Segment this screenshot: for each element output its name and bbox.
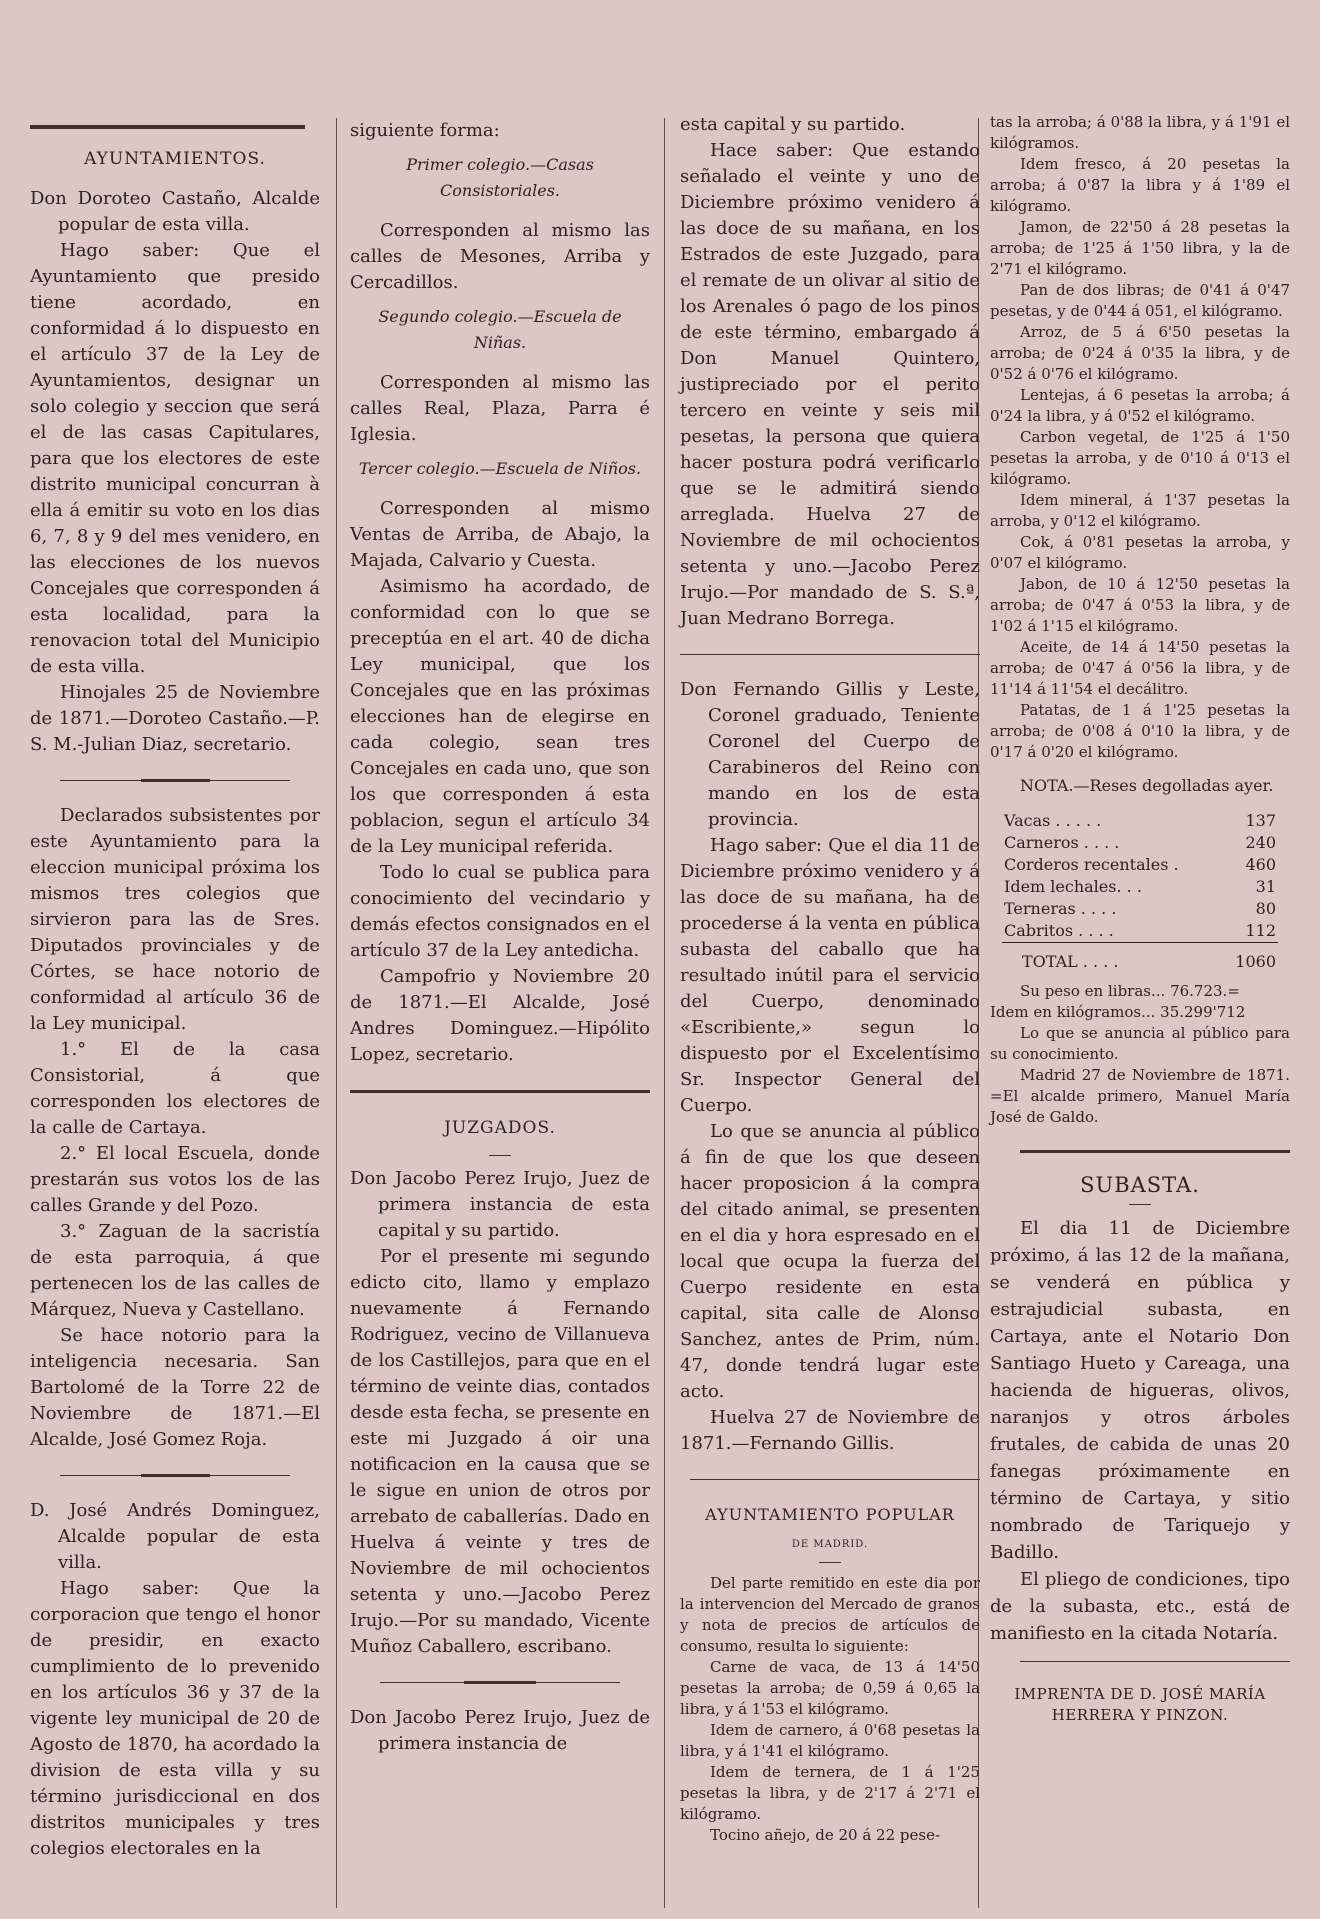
reses-label: Carneros . . . . <box>1004 833 1120 852</box>
reses-row <box>1002 810 1278 832</box>
column-2 <box>350 118 650 1757</box>
dash <box>819 1562 841 1563</box>
reses-value: 240 <box>1245 833 1276 852</box>
section-subheading: DE MADRID. <box>791 1539 869 1550</box>
college-text: Corresponden al mismo Ventas de Arriba, de Abajo, la Majada, Calvario y Cuesta. <box>350 498 650 571</box>
weight-kg: Idem en kilógramos... 35.299'712 <box>990 1003 1246 1021</box>
notice-signature: Campofrio y Noviembre 20 de 1871.—El Alcalde, José Andres Dominguez.—Hipólito Lopez, secretario. <box>350 966 650 1065</box>
price-item: Lentejas, á 6 pesetas la arroba; á 0'24 la libra, y á 0'52 el kilógramo. <box>990 386 1290 425</box>
price-item: Aceite, de 14 á 14'50 pesetas la arroba; de 0'47 á 0'56 la libra, y de 11'14 á 11'54 el decálitro. <box>990 638 1290 698</box>
total-value: 1060 <box>1214 943 1278 974</box>
notice-header: Don Jacobo Perez Irujo, Juez de primera instancia de esta capital y su partido. <box>350 1168 650 1241</box>
section-heading-subasta: SUBASTA. <box>1080 1173 1200 1197</box>
total-label: TOTAL . . . . <box>1002 943 1214 974</box>
notice-body: Hago saber: Que el Ayuntamiento que presido tiene acordado, en conformidad á lo dispuesto en el artículo 37 de la Ley de Ayuntamientos, designar un solo colegio y seccion que será el de las casas Capitulares, para que los electores de este distrito municipal concurran à ella á emitir su voto en los dias 6, 7, 8 y 9 del mes venidero, en las elecciones de los nuevos Concejales que corresponden á esta localidad, para la renovacion total del Municipio de esta villa. <box>30 240 320 677</box>
reses-value: 31 <box>1255 877 1276 896</box>
reses-row <box>1002 854 1278 876</box>
section-rule <box>1020 1150 1290 1153</box>
dash <box>489 1155 511 1156</box>
weight-libras: Su peso en libras... 76.723.= <box>1020 982 1240 1000</box>
college-text: Corresponden al mismo las calles de Mesones, Arriba y Cercadillos. <box>350 220 650 293</box>
college-text: Corresponden al mismo las calles Real, Plaza, Parra é Iglesia. <box>350 372 650 445</box>
notice-body: Hago saber: Que la corporacion que tengo el honor de presidir, en exacto cumplimiento de lo prevenido en los artículos 36 y 37 de la vigente ley municipal de 20 de Agosto de 1870, ha acordado la division de esta villa y su término jurisdiccional en dos distritos municipales y tres colegios electorales en la <box>30 1578 320 1859</box>
total-row <box>1002 943 1278 974</box>
notice-body: Todo lo cual se publica para conocimiento del vecindario y demás efectos consignados en el artículo 37 de la Ley antedicha. <box>350 862 650 961</box>
notice-body: Por el presente mi segundo edicto cito, llamo y emplazo nuevamente á Fernando Rodriguez, vecino de Villanueva de los Castillejos, para que en el término de veinte dias, contados desde esta fecha, se presente en este mi Juzgado á oir una notificacion en la causa que se le sigue en union de otros por arrebato de caballerías. Dado en Huelva á veinte y tres de Noviembre de mil ochocientos setenta y uno.—Jacobo Perez Irujo.—Por su mandado, Vicente Muñoz Caballero, escribano. <box>350 1246 650 1657</box>
reses-label: Idem lechales. . . <box>1004 877 1142 896</box>
price-item: Jabon, de 10 á 12'50 pesetas la arroba; de 0'47 á 0'53 la libra, y de 1'02 á 1'15 el kilógramo. <box>990 575 1290 635</box>
college-title: Primer colegio.—Casas Consistoriales. <box>406 155 594 200</box>
reses-label: Terneras . . . . <box>1004 899 1117 918</box>
price-item: Idem de ternera, de 1 á 1'25 pesetas la libra, y de 2'17 á 2'71 el kilógramo. <box>680 1763 980 1823</box>
price-item: Idem de carnero, á 0'68 pesetas la libra, y á 1'41 el kilógramo. <box>680 1721 980 1760</box>
list-item: 1.° El de la casa Consistorial, á que corresponden los electores de la calle de Cartaya. <box>30 1039 320 1138</box>
price-item: Tocino añejo, de 20 á 22 pese- <box>710 1826 941 1844</box>
notice-signature: Se hace notorio para la inteligencia necesaria. San Bartolomé de la Torre 22 de Noviembre de 1871.—El Alcalde, José Gomez Roja. <box>30 1325 320 1450</box>
price-item: Jamon, de 22'50 á 28 pesetas la arroba; de 1'25 á 1'50 libra, y la de 2'71 el kilógramo. <box>990 218 1290 278</box>
column-divider <box>336 118 337 1908</box>
reses-row <box>1002 876 1278 898</box>
notice-header: D. José Andrés Dominguez, Alcalde popular de esta villa. <box>30 1500 320 1573</box>
price-item: tas la arroba; á 0'88 la libra, y á 1'91 el kilógramos. <box>990 113 1290 152</box>
notice-header: Don Fernando Gillis y Leste, Coronel graduado, Teniente Coronel del Cuerpo de Carabineros del Reino con mando en los de esta provincia. <box>680 679 980 830</box>
reses-table <box>1002 810 1278 973</box>
list-item: 3.° Zaguan de la sacristía de esta parroquia, á que pertenecen los de las calles de Márquez, Nueva y Castellano. <box>30 1221 320 1320</box>
price-item: Pan de dos libras; de 0'41 á 0'47 pesetas, y de 0'44 á 051, el kilógramo. <box>990 281 1290 320</box>
section-heading-ayuntamientos: AYUNTAMIENTOS. <box>84 149 266 169</box>
nota-heading: NOTA.—Reses degolladas ayer. <box>1020 776 1274 795</box>
notice-body: Lo que se anuncia al público para su conocimiento. <box>990 1024 1290 1063</box>
separator <box>60 780 290 781</box>
reses-value: 80 <box>1255 899 1276 918</box>
price-item: Patatas, de 1 á 1'25 pesetas la arroba; de 0'08 á 0'10 la libra, y de 0'17 á 0'20 el kilógramo. <box>990 701 1290 761</box>
notice-body: Asimismo ha acordado, de conformidad con lo que se preceptúa en el art. 40 de dicha Ley municipal, que los Concejales que en las próximas elecciones han de elegirse en cada colegio, sean tres Concejales en cada uno, que son los que corresponden á esta poblacion, segun el artículo 34 de la Ley municipal referida. <box>350 576 650 857</box>
reses-value: 137 <box>1245 811 1276 830</box>
dash <box>1129 1204 1151 1205</box>
price-list <box>680 1573 980 1846</box>
section-heading-juzgados: JUZGADOS. <box>444 1118 556 1138</box>
price-item: Arroz, de 5 á 6'50 pesetas la arroba; de 0'24 á 0'35 la libra, y de 0'52 á 0'76 el kilógramo. <box>990 323 1290 383</box>
notice-signature: Huelva 27 de Noviembre de 1871.—Fernando Gillis. <box>680 1407 980 1454</box>
reses-value: 460 <box>1245 855 1276 874</box>
notice-body: El dia 11 de Diciembre próximo, á las 12 de la mañana, se venderá en pública y estrajudicial subasta, en Cartaya, ante el Notario Don Santiago Hueto y Careaga, una hacienda de higueras, olivos, naranjos y otros árboles frutales, de cabida de unas 20 fanegas próximamente en término de Cartaya, y sitio nombrado de Tariquejo y Badillo. <box>990 1218 1290 1563</box>
notice-body: Lo que se anuncia al público á fin de que los que deseen hacer proposicion á la compra del citado animal, se presenten en el dia y hora espresado en el local que ocupa la fuerza del Cuerpo residente en esta capital, sita calle de Alonso Sanchez, antes de Prim, núm. 47, donde tendrá lugar este acto. <box>680 1121 980 1402</box>
notice-signature: Madrid 27 de Noviembre de 1871. =El alcalde primero, Manuel María José de Galdo. <box>990 1066 1290 1126</box>
separator <box>380 1682 620 1683</box>
reses-value: 112 <box>1245 921 1276 940</box>
column-divider <box>664 118 665 1908</box>
college-title: Segundo colegio.—Escuela de Niñas. <box>378 307 622 352</box>
column-1 <box>30 118 320 1862</box>
notice-body: Del parte remitido en este dia por la intervencion del Mercado de granos y nota de precios de artículos de consumo, resulta lo siguiente: <box>680 1574 980 1655</box>
notice-body: Hace saber: Que estando señalado el veinte y uno de Diciembre próximo venidero á las doce de su mañana, en los Estrados de este Juzgado, para el remate de un olivar al sitio de los Arenales ó pago de los pinos de este término, embargado á Don Manuel Quintero, justipreciado por el perito tercero en veinte y seis mil pesetas, la persona que quiera hacer postura podrá verificarlo que se le admitirá siendo arreglada. Huelva 27 de Noviembre de mil ochocientos setenta y uno.—Jacobo Perez Irujo.—Por mandado de S. S.ª, Juan Medrano Borrega. <box>680 140 980 629</box>
price-item: Carbon vegetal, de 1'25 á 1'50 pesetas la arroba, y de 0'10 á 0'13 el kilógramo. <box>990 428 1290 488</box>
printer-imprint: IMPRENTA DE D. JOSÉ MARÍA HERRERA Y PINZON. <box>1014 1685 1266 1724</box>
section-rule <box>350 1090 650 1093</box>
notice-body: Declarados subsistentes por este Ayuntamiento para la eleccion municipal próxima los mismos tres colegios que sirvieron para las de Sres. Diputados provinciales y de Córtes, se hace notorio de conformidad al artículo 36 de la Ley municipal. <box>30 805 320 1034</box>
price-item: Carne de vaca, de 13 á 14'50 pesetas la arroba; de 0,59 á 0,65 la libra, y á 1'53 el kilógramo. <box>680 1658 980 1718</box>
notice-header: Don Doroteo Castaño, Alcalde popular de esta villa. <box>30 188 320 235</box>
continuation-text: esta capital y su partido. <box>680 114 906 135</box>
list-item: 2.° El local Escuela, donde prestarán sus votos los de las calles Grande y del Pozo. <box>30 1143 320 1216</box>
reses-label: Cabritos . . . . <box>1004 921 1114 940</box>
separator <box>1020 1661 1290 1662</box>
reses-label: Corderos recentales . <box>1004 855 1179 874</box>
separator <box>60 1475 290 1476</box>
separator <box>690 1479 980 1480</box>
continuation-text: siguiente forma: <box>350 120 500 141</box>
notice-header: Don Jacobo Perez Irujo, Juez de primera instancia de <box>350 1707 650 1754</box>
notice-signature: Hinojales 25 de Noviembre de 1871.—Doroteo Castaño.—P. S. M.-Julian Diaz, secretario. <box>30 682 320 755</box>
column-4 <box>990 112 1290 1726</box>
reses-label: Vacas . . . . . <box>1004 811 1102 830</box>
price-item: Cok, á 0'81 pesetas la arroba, y 0'07 el kilógramo. <box>990 533 1290 572</box>
reses-row <box>1002 898 1278 920</box>
separator <box>680 654 980 655</box>
reses-row <box>1002 920 1278 943</box>
notice-body: El pliego de condiciones, tipo de la subasta, etc., está de manifiesto en la citada Notaría. <box>990 1569 1290 1644</box>
college-title: Tercer colegio.—Escuela de Niños. <box>358 459 642 478</box>
section-heading-madrid: AYUNTAMIENTO POPULAR <box>705 1505 955 1524</box>
subasta-body <box>990 1215 1290 1647</box>
column-3 <box>680 112 980 1846</box>
notice-body: Hago saber: Que el dia 11 de Diciembre próximo venidero y á las doce de su mañana, ha de procederse á la venta en pública subasta del caballo que ha resultado inútil para el servicio del Cuerpo, denominado «Escribiente,» segun lo dispuesto por el Excelentísimo Sr. Inspector General del Cuerpo. <box>680 835 980 1116</box>
price-item: Idem mineral, á 1'37 pesetas la arroba, y 0'12 el kilógramo. <box>990 491 1290 530</box>
reses-row <box>1002 832 1278 854</box>
price-item: Idem fresco, á 20 pesetas la arroba; á 0'87 la libra y á 1'89 el kilógramo. <box>990 155 1290 215</box>
